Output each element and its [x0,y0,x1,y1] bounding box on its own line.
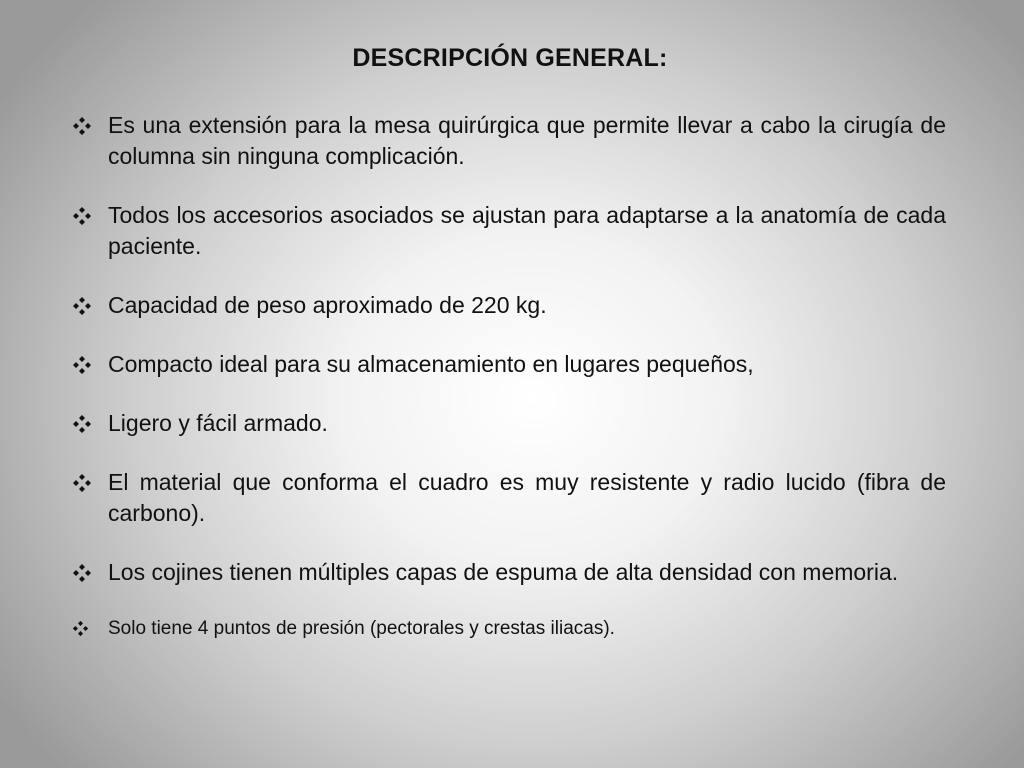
bullet-text: El material que conforma el cuadro es muy resistente y radio lucido (fibra de carbono). [108,469,946,526]
four-diamond-icon [72,414,92,434]
four-diamond-icon [72,206,92,226]
four-diamond-icon [72,563,92,583]
four-diamond-icon [72,296,92,316]
bullet-item [72,349,946,380]
four-diamond-icon [72,473,92,493]
bullet-text: Los cojines tienen múltiples capas de espuma de alta densidad con memoria. [108,559,899,585]
bullet-text: Compacto ideal para su almacenamiento en lugares pequeños, [108,351,754,377]
bullet-item [72,616,946,642]
bullet-text: Solo tiene 4 puntos de presión (pectorales y crestas iliacas). [108,618,615,639]
bullet-text: Es una extensión para la mesa quirúrgica que permite llevar a cabo la cirugía de columna sin ninguna complicación. [108,112,946,169]
bullet-item [72,110,946,172]
four-diamond-icon [72,116,92,136]
bullet-text: Capacidad de peso aproximado de 220 kg. [108,292,547,318]
bullet-list [72,110,946,642]
bullet-item [72,200,946,262]
bullet-text: Ligero y fácil armado. [108,410,328,436]
bullet-item [72,557,946,588]
four-diamond-icon [72,355,92,375]
bullet-item [72,290,946,321]
bullet-text: Todos los accesorios asociados se ajustan para adaptarse a la anatomía de cada paciente. [108,202,946,259]
bullet-item [72,467,946,529]
four-diamond-icon [72,620,89,637]
slide-title: DESCRIPCIÓN GENERAL: [352,44,668,72]
bullet-item [72,408,946,439]
